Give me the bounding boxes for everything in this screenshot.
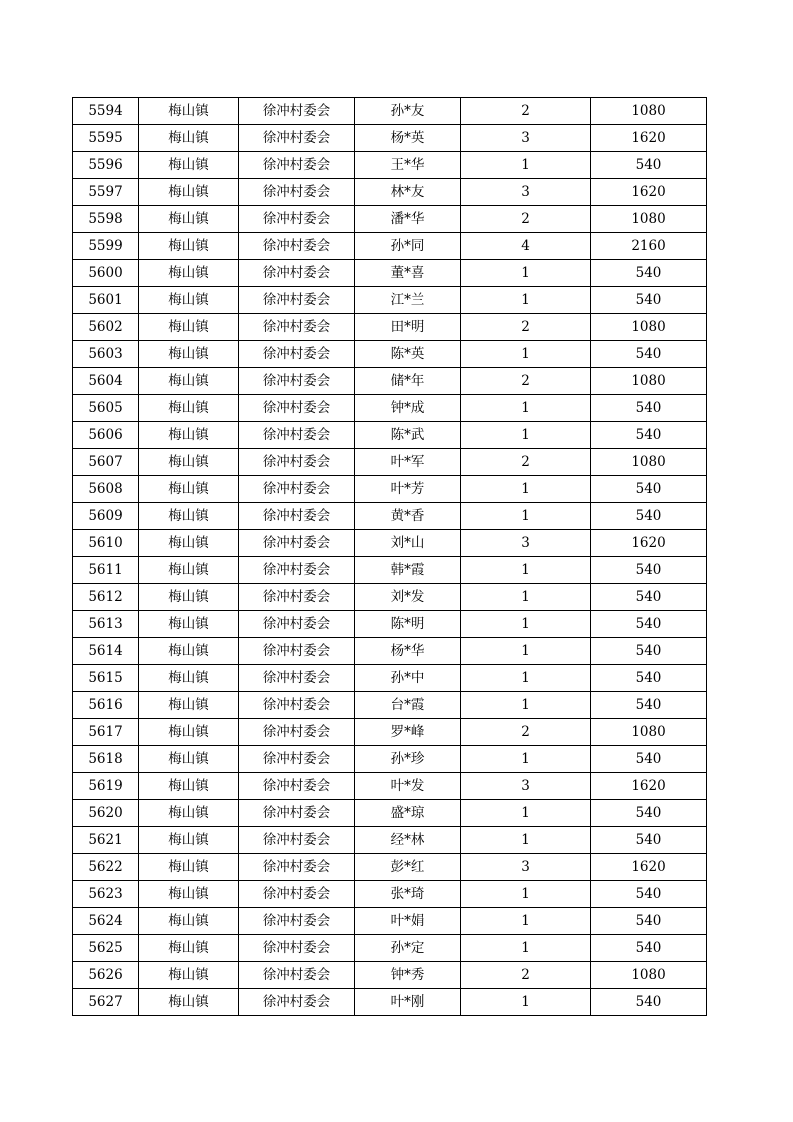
name-cell: 刘*发 xyxy=(355,584,461,611)
serial-cell: 5625 xyxy=(73,935,139,962)
town-cell: 梅山镇 xyxy=(139,773,239,800)
amount-cell: 1620 xyxy=(591,854,707,881)
table-row xyxy=(73,476,707,503)
amount-cell: 1080 xyxy=(591,98,707,125)
table-row xyxy=(73,827,707,854)
amount-cell: 2160 xyxy=(591,233,707,260)
town-cell: 梅山镇 xyxy=(139,746,239,773)
town-cell: 梅山镇 xyxy=(139,314,239,341)
count-cell: 1 xyxy=(461,422,591,449)
name-cell: 董*喜 xyxy=(355,260,461,287)
village-committee-cell: 徐冲村委会 xyxy=(239,557,355,584)
serial-cell: 5600 xyxy=(73,260,139,287)
table-row xyxy=(73,881,707,908)
village-committee-cell: 徐冲村委会 xyxy=(239,584,355,611)
count-cell: 2 xyxy=(461,314,591,341)
name-cell: 王*华 xyxy=(355,152,461,179)
name-cell: 孙*同 xyxy=(355,233,461,260)
amount-cell: 540 xyxy=(591,989,707,1016)
table-row xyxy=(73,395,707,422)
amount-cell: 1080 xyxy=(591,368,707,395)
serial-cell: 5601 xyxy=(73,287,139,314)
village-committee-cell: 徐冲村委会 xyxy=(239,260,355,287)
count-cell: 1 xyxy=(461,881,591,908)
amount-cell: 540 xyxy=(591,908,707,935)
town-cell: 梅山镇 xyxy=(139,908,239,935)
count-cell: 2 xyxy=(461,206,591,233)
name-cell: 孙*中 xyxy=(355,665,461,692)
town-cell: 梅山镇 xyxy=(139,152,239,179)
village-committee-cell: 徐冲村委会 xyxy=(239,368,355,395)
name-cell: 刘*山 xyxy=(355,530,461,557)
town-cell: 梅山镇 xyxy=(139,287,239,314)
count-cell: 1 xyxy=(461,935,591,962)
name-cell: 孙*珍 xyxy=(355,746,461,773)
town-cell: 梅山镇 xyxy=(139,611,239,638)
table-row xyxy=(73,152,707,179)
name-cell: 叶*发 xyxy=(355,773,461,800)
town-cell: 梅山镇 xyxy=(139,935,239,962)
amount-cell: 1080 xyxy=(591,314,707,341)
amount-cell: 540 xyxy=(591,422,707,449)
amount-cell: 540 xyxy=(591,260,707,287)
amount-cell: 1080 xyxy=(591,449,707,476)
table-row xyxy=(73,989,707,1016)
town-cell: 梅山镇 xyxy=(139,125,239,152)
table-row xyxy=(73,314,707,341)
village-committee-cell: 徐冲村委会 xyxy=(239,800,355,827)
name-cell: 杨*华 xyxy=(355,638,461,665)
amount-cell: 540 xyxy=(591,746,707,773)
count-cell: 3 xyxy=(461,854,591,881)
town-cell: 梅山镇 xyxy=(139,854,239,881)
village-committee-cell: 徐冲村委会 xyxy=(239,962,355,989)
village-committee-cell: 徐冲村委会 xyxy=(239,449,355,476)
amount-cell: 1620 xyxy=(591,773,707,800)
serial-cell: 5621 xyxy=(73,827,139,854)
village-committee-cell: 徐冲村委会 xyxy=(239,206,355,233)
village-committee-cell: 徐冲村委会 xyxy=(239,746,355,773)
town-cell: 梅山镇 xyxy=(139,449,239,476)
amount-cell: 540 xyxy=(591,611,707,638)
town-cell: 梅山镇 xyxy=(139,692,239,719)
town-cell: 梅山镇 xyxy=(139,557,239,584)
amount-cell: 540 xyxy=(591,638,707,665)
serial-cell: 5598 xyxy=(73,206,139,233)
table-row xyxy=(73,719,707,746)
town-cell: 梅山镇 xyxy=(139,719,239,746)
table-row xyxy=(73,962,707,989)
name-cell: 储*年 xyxy=(355,368,461,395)
count-cell: 1 xyxy=(461,341,591,368)
count-cell: 1 xyxy=(461,152,591,179)
table-row xyxy=(73,503,707,530)
count-cell: 1 xyxy=(461,260,591,287)
table-row xyxy=(73,773,707,800)
amount-cell: 540 xyxy=(591,557,707,584)
amount-cell: 540 xyxy=(591,341,707,368)
amount-cell: 1620 xyxy=(591,179,707,206)
village-committee-cell: 徐冲村委会 xyxy=(239,638,355,665)
town-cell: 梅山镇 xyxy=(139,260,239,287)
name-cell: 陈*明 xyxy=(355,611,461,638)
village-committee-cell: 徐冲村委会 xyxy=(239,98,355,125)
serial-cell: 5615 xyxy=(73,665,139,692)
table-row xyxy=(73,854,707,881)
village-committee-cell: 徐冲村委会 xyxy=(239,152,355,179)
amount-cell: 1080 xyxy=(591,719,707,746)
serial-cell: 5616 xyxy=(73,692,139,719)
count-cell: 2 xyxy=(461,962,591,989)
village-committee-cell: 徐冲村委会 xyxy=(239,422,355,449)
amount-cell: 540 xyxy=(591,503,707,530)
count-cell: 1 xyxy=(461,287,591,314)
table-row xyxy=(73,260,707,287)
serial-cell: 5620 xyxy=(73,800,139,827)
amount-cell: 540 xyxy=(591,935,707,962)
amount-cell: 540 xyxy=(591,476,707,503)
name-cell: 罗*峰 xyxy=(355,719,461,746)
village-committee-cell: 徐冲村委会 xyxy=(239,881,355,908)
count-cell: 1 xyxy=(461,557,591,584)
serial-cell: 5603 xyxy=(73,341,139,368)
count-cell: 1 xyxy=(461,665,591,692)
name-cell: 江*兰 xyxy=(355,287,461,314)
village-committee-cell: 徐冲村委会 xyxy=(239,692,355,719)
name-cell: 叶*芳 xyxy=(355,476,461,503)
table-row xyxy=(73,908,707,935)
village-committee-cell: 徐冲村委会 xyxy=(239,503,355,530)
serial-cell: 5610 xyxy=(73,530,139,557)
table-row xyxy=(73,233,707,260)
name-cell: 田*明 xyxy=(355,314,461,341)
village-committee-cell: 徐冲村委会 xyxy=(239,827,355,854)
town-cell: 梅山镇 xyxy=(139,638,239,665)
table-row xyxy=(73,125,707,152)
count-cell: 1 xyxy=(461,638,591,665)
town-cell: 梅山镇 xyxy=(139,503,239,530)
name-cell: 韩*霞 xyxy=(355,557,461,584)
name-cell: 孙*友 xyxy=(355,98,461,125)
serial-cell: 5608 xyxy=(73,476,139,503)
village-committee-cell: 徐冲村委会 xyxy=(239,233,355,260)
roster-table xyxy=(72,97,707,1016)
count-cell: 1 xyxy=(461,827,591,854)
table-row xyxy=(73,800,707,827)
amount-cell: 540 xyxy=(591,584,707,611)
table-row xyxy=(73,638,707,665)
table-row xyxy=(73,368,707,395)
name-cell: 陈*英 xyxy=(355,341,461,368)
count-cell: 2 xyxy=(461,98,591,125)
count-cell: 3 xyxy=(461,773,591,800)
town-cell: 梅山镇 xyxy=(139,341,239,368)
roster-body xyxy=(73,98,707,1016)
serial-cell: 5623 xyxy=(73,881,139,908)
table-row xyxy=(73,935,707,962)
serial-cell: 5611 xyxy=(73,557,139,584)
village-committee-cell: 徐冲村委会 xyxy=(239,719,355,746)
name-cell: 盛*琼 xyxy=(355,800,461,827)
name-cell: 钟*秀 xyxy=(355,962,461,989)
serial-cell: 5595 xyxy=(73,125,139,152)
count-cell: 4 xyxy=(461,233,591,260)
town-cell: 梅山镇 xyxy=(139,179,239,206)
serial-cell: 5596 xyxy=(73,152,139,179)
serial-cell: 5626 xyxy=(73,962,139,989)
amount-cell: 1080 xyxy=(591,962,707,989)
serial-cell: 5627 xyxy=(73,989,139,1016)
serial-cell: 5609 xyxy=(73,503,139,530)
town-cell: 梅山镇 xyxy=(139,395,239,422)
town-cell: 梅山镇 xyxy=(139,881,239,908)
village-committee-cell: 徐冲村委会 xyxy=(239,908,355,935)
serial-cell: 5604 xyxy=(73,368,139,395)
serial-cell: 5606 xyxy=(73,422,139,449)
name-cell: 钟*成 xyxy=(355,395,461,422)
count-cell: 3 xyxy=(461,125,591,152)
town-cell: 梅山镇 xyxy=(139,206,239,233)
village-committee-cell: 徐冲村委会 xyxy=(239,773,355,800)
village-committee-cell: 徐冲村委会 xyxy=(239,395,355,422)
serial-cell: 5613 xyxy=(73,611,139,638)
amount-cell: 1620 xyxy=(591,125,707,152)
amount-cell: 540 xyxy=(591,395,707,422)
amount-cell: 540 xyxy=(591,665,707,692)
serial-cell: 5624 xyxy=(73,908,139,935)
table-row xyxy=(73,557,707,584)
town-cell: 梅山镇 xyxy=(139,422,239,449)
name-cell: 张*琦 xyxy=(355,881,461,908)
count-cell: 2 xyxy=(461,719,591,746)
serial-cell: 5594 xyxy=(73,98,139,125)
count-cell: 1 xyxy=(461,584,591,611)
town-cell: 梅山镇 xyxy=(139,800,239,827)
village-committee-cell: 徐冲村委会 xyxy=(239,611,355,638)
serial-cell: 5605 xyxy=(73,395,139,422)
name-cell: 经*林 xyxy=(355,827,461,854)
amount-cell: 540 xyxy=(591,692,707,719)
amount-cell: 540 xyxy=(591,881,707,908)
name-cell: 黄*香 xyxy=(355,503,461,530)
table-row xyxy=(73,665,707,692)
count-cell: 3 xyxy=(461,179,591,206)
count-cell: 2 xyxy=(461,368,591,395)
serial-cell: 5599 xyxy=(73,233,139,260)
table-row xyxy=(73,746,707,773)
village-committee-cell: 徐冲村委会 xyxy=(239,314,355,341)
serial-cell: 5618 xyxy=(73,746,139,773)
amount-cell: 1080 xyxy=(591,206,707,233)
table-row xyxy=(73,179,707,206)
count-cell: 1 xyxy=(461,692,591,719)
serial-cell: 5622 xyxy=(73,854,139,881)
table-row xyxy=(73,611,707,638)
table-row xyxy=(73,206,707,233)
table-row xyxy=(73,341,707,368)
count-cell: 3 xyxy=(461,530,591,557)
town-cell: 梅山镇 xyxy=(139,584,239,611)
village-committee-cell: 徐冲村委会 xyxy=(239,341,355,368)
town-cell: 梅山镇 xyxy=(139,233,239,260)
amount-cell: 540 xyxy=(591,800,707,827)
village-committee-cell: 徐冲村委会 xyxy=(239,854,355,881)
table-row xyxy=(73,422,707,449)
count-cell: 2 xyxy=(461,449,591,476)
name-cell: 孙*定 xyxy=(355,935,461,962)
count-cell: 1 xyxy=(461,746,591,773)
town-cell: 梅山镇 xyxy=(139,962,239,989)
count-cell: 1 xyxy=(461,989,591,1016)
town-cell: 梅山镇 xyxy=(139,368,239,395)
town-cell: 梅山镇 xyxy=(139,476,239,503)
table-row xyxy=(73,692,707,719)
serial-cell: 5602 xyxy=(73,314,139,341)
count-cell: 1 xyxy=(461,503,591,530)
village-committee-cell: 徐冲村委会 xyxy=(239,935,355,962)
serial-cell: 5614 xyxy=(73,638,139,665)
village-committee-cell: 徐冲村委会 xyxy=(239,476,355,503)
serial-cell: 5619 xyxy=(73,773,139,800)
count-cell: 1 xyxy=(461,476,591,503)
name-cell: 陈*武 xyxy=(355,422,461,449)
table-row xyxy=(73,287,707,314)
name-cell: 叶*刚 xyxy=(355,989,461,1016)
count-cell: 1 xyxy=(461,611,591,638)
town-cell: 梅山镇 xyxy=(139,827,239,854)
table-row xyxy=(73,584,707,611)
village-committee-cell: 徐冲村委会 xyxy=(239,665,355,692)
amount-cell: 1620 xyxy=(591,530,707,557)
town-cell: 梅山镇 xyxy=(139,989,239,1016)
amount-cell: 540 xyxy=(591,287,707,314)
serial-cell: 5607 xyxy=(73,449,139,476)
amount-cell: 540 xyxy=(591,827,707,854)
name-cell: 潘*华 xyxy=(355,206,461,233)
name-cell: 叶*军 xyxy=(355,449,461,476)
table-row xyxy=(73,530,707,557)
town-cell: 梅山镇 xyxy=(139,530,239,557)
name-cell: 彭*红 xyxy=(355,854,461,881)
serial-cell: 5617 xyxy=(73,719,139,746)
serial-cell: 5612 xyxy=(73,584,139,611)
name-cell: 叶*娟 xyxy=(355,908,461,935)
village-committee-cell: 徐冲村委会 xyxy=(239,989,355,1016)
town-cell: 梅山镇 xyxy=(139,665,239,692)
name-cell: 林*友 xyxy=(355,179,461,206)
name-cell: 台*霞 xyxy=(355,692,461,719)
count-cell: 1 xyxy=(461,395,591,422)
table-row xyxy=(73,449,707,476)
village-committee-cell: 徐冲村委会 xyxy=(239,287,355,314)
name-cell: 杨*英 xyxy=(355,125,461,152)
count-cell: 1 xyxy=(461,908,591,935)
count-cell: 1 xyxy=(461,800,591,827)
amount-cell: 540 xyxy=(591,152,707,179)
serial-cell: 5597 xyxy=(73,179,139,206)
village-committee-cell: 徐冲村委会 xyxy=(239,530,355,557)
village-committee-cell: 徐冲村委会 xyxy=(239,125,355,152)
table-row xyxy=(73,98,707,125)
town-cell: 梅山镇 xyxy=(139,98,239,125)
village-committee-cell: 徐冲村委会 xyxy=(239,179,355,206)
